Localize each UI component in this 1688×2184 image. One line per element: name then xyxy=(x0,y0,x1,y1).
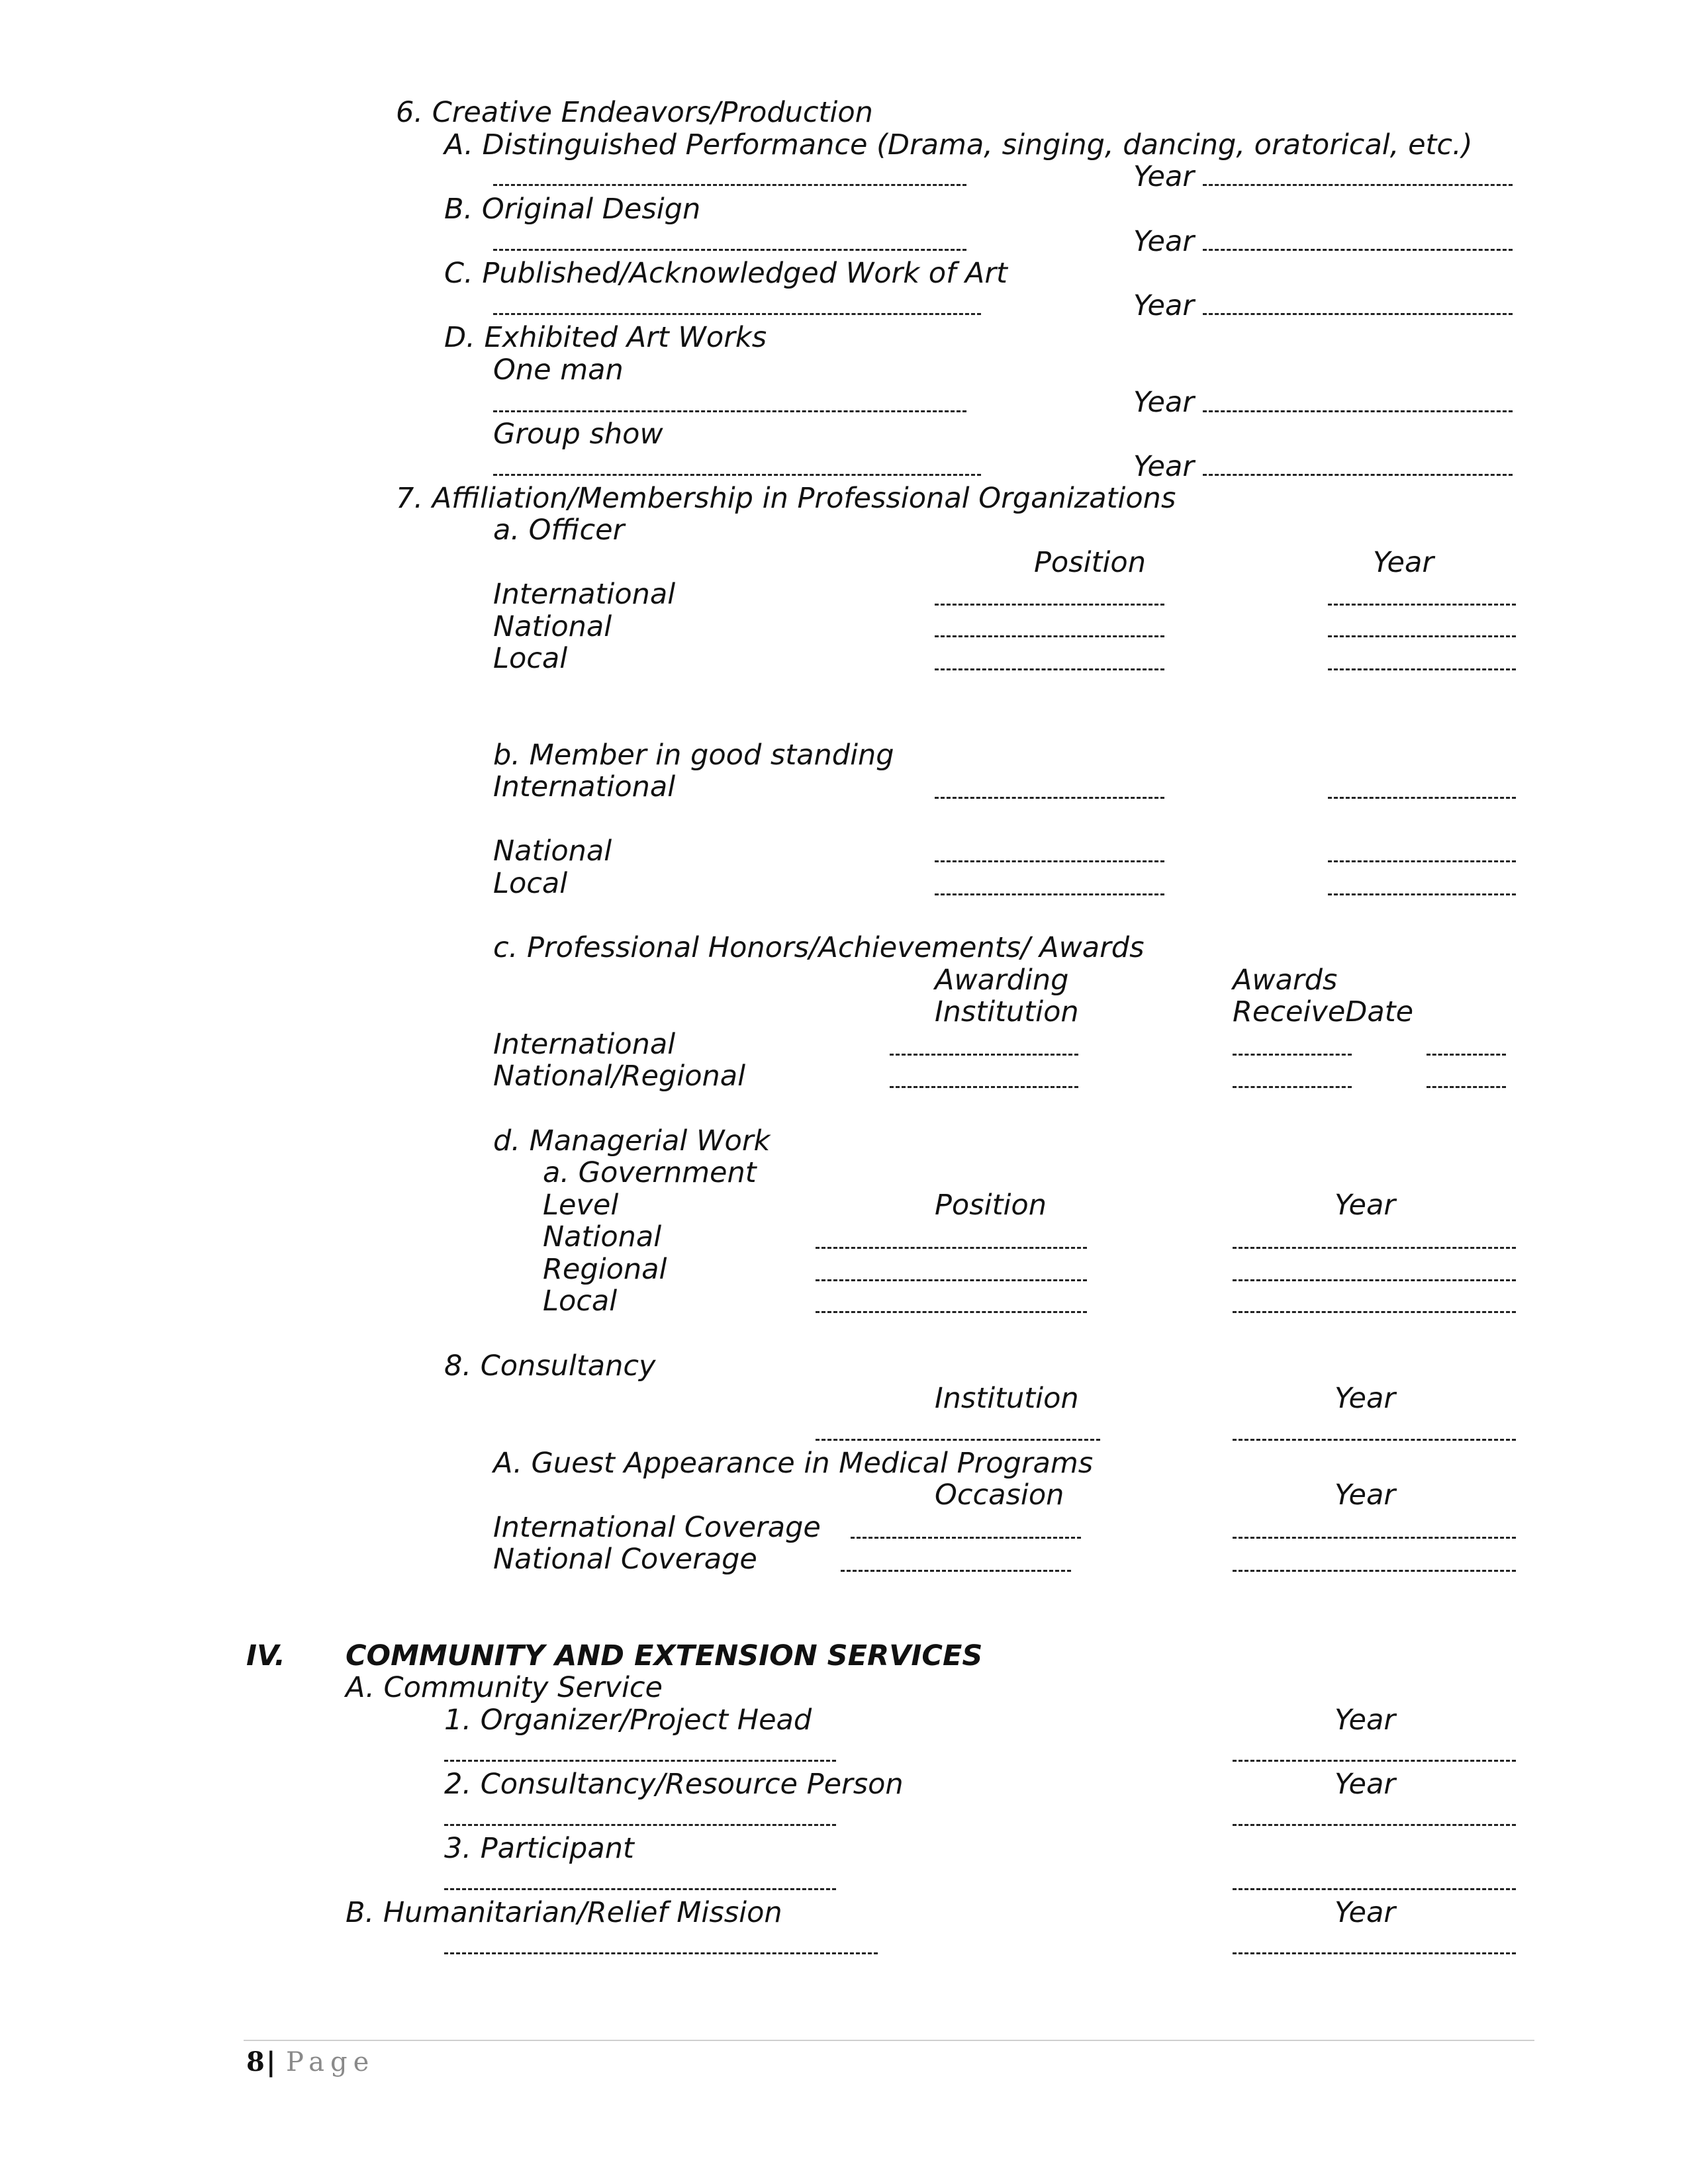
managerial-regional-year-blank[interactable] xyxy=(1233,1279,1516,1281)
participant-year-blank[interactable] xyxy=(1233,1888,1516,1890)
footer-rule xyxy=(244,2040,1534,2041)
natl-coverage-year-blank[interactable] xyxy=(1233,1570,1516,1572)
officer-local-year-blank[interactable] xyxy=(1328,668,1516,670)
item-6b-year-blank[interactable] xyxy=(1203,249,1513,251)
section-iv-roman: IV. xyxy=(246,1639,285,1672)
one-man-year-blank[interactable] xyxy=(1203,410,1513,412)
item-6c-year-blank[interactable] xyxy=(1203,313,1513,315)
item-6a-year-label: Year xyxy=(1133,160,1195,193)
managerial-level-header: Level xyxy=(543,1189,619,1222)
page-label: Page xyxy=(286,2047,375,2077)
item-6b-blank[interactable] xyxy=(493,249,966,251)
consultancy-year-header: Year xyxy=(1335,1382,1396,1415)
one-man-blank[interactable] xyxy=(493,410,966,412)
honors-national-institution-blank[interactable] xyxy=(890,1086,1078,1088)
member-national-label: National xyxy=(493,835,612,868)
humanitarian-label: B. Humanitarian/Relief Mission xyxy=(346,1896,782,1929)
consultancy-resource-year-blank[interactable] xyxy=(1233,1824,1516,1826)
managerial-regional-label: Regional xyxy=(543,1253,667,1286)
item-6c-label: C. Published/Acknowledged Work of Art xyxy=(444,257,1008,290)
officer-local-label: Local xyxy=(493,642,568,675)
humanitarian-year-blank[interactable] xyxy=(1233,1952,1516,1954)
section-7-heading: 7. Affiliation/Membership in Professional Organizations xyxy=(396,482,1176,515)
member-local-label: Local xyxy=(493,867,568,900)
organizer-year-header: Year xyxy=(1335,1704,1396,1737)
consultancy-institution-header: Institution xyxy=(935,1382,1079,1415)
group-show-blank[interactable] xyxy=(493,474,981,476)
group-show-year-blank[interactable] xyxy=(1203,474,1513,476)
managerial-regional-position-blank[interactable] xyxy=(816,1279,1087,1281)
item-6c-blank[interactable] xyxy=(493,313,981,315)
honors-international-label: International xyxy=(493,1028,676,1061)
officer-national-label: National xyxy=(493,610,612,643)
member-good-standing-label: b. Member in good standing xyxy=(493,739,894,772)
natl-coverage-occasion-blank[interactable] xyxy=(841,1570,1071,1572)
section-iv-title: COMMUNITY AND EXTENSION SERVICES xyxy=(346,1639,983,1672)
intl-coverage-occasion-blank[interactable] xyxy=(851,1537,1081,1539)
organizer-year-blank[interactable] xyxy=(1233,1760,1516,1762)
item-6a-year-blank[interactable] xyxy=(1203,184,1513,186)
guest-occasion-header: Occasion xyxy=(935,1479,1064,1512)
managerial-year-header: Year xyxy=(1335,1189,1396,1222)
community-service-label: A. Community Service xyxy=(346,1671,663,1704)
honors-international-date-blank[interactable] xyxy=(1427,1054,1506,1056)
honors-national-date-blank[interactable] xyxy=(1427,1086,1506,1088)
member-international-position-blank[interactable] xyxy=(935,797,1164,799)
guest-year-header: Year xyxy=(1335,1479,1396,1512)
officer-international-position-blank[interactable] xyxy=(935,604,1164,606)
guest-appearance-label: A. Guest Appearance in Medical Programs xyxy=(493,1447,1094,1480)
organizer-label: 1. Organizer/Project Head xyxy=(444,1704,812,1737)
officer-international-year-blank[interactable] xyxy=(1328,604,1516,606)
item-6c-year-label: Year xyxy=(1133,289,1195,322)
natl-coverage-label: National Coverage xyxy=(493,1543,757,1576)
honors-label: c. Professional Honors/Achievements/ Awards xyxy=(493,931,1145,964)
managerial-work-label: d. Managerial Work xyxy=(493,1124,771,1158)
honors-national-awards-blank[interactable] xyxy=(1233,1086,1352,1088)
member-national-year-blank[interactable] xyxy=(1328,860,1516,862)
intl-coverage-label: International Coverage xyxy=(493,1511,821,1544)
managerial-local-position-blank[interactable] xyxy=(816,1311,1087,1313)
officer-position-header: Position xyxy=(1034,546,1146,579)
honors-awards-header: Awards xyxy=(1233,964,1338,997)
officer-year-header: Year xyxy=(1373,546,1434,579)
page-number: 8 xyxy=(246,2046,265,2077)
page-separator: | xyxy=(266,2046,276,2077)
consultancy-institution-blank[interactable] xyxy=(816,1439,1100,1441)
item-6a-blank[interactable] xyxy=(493,184,966,186)
officer-national-position-blank[interactable] xyxy=(935,635,1164,637)
managerial-national-position-blank[interactable] xyxy=(816,1247,1087,1249)
officer-national-year-blank[interactable] xyxy=(1328,635,1516,637)
consultancy-resource-blank[interactable] xyxy=(444,1824,836,1826)
item-6b-year-label: Year xyxy=(1133,225,1195,258)
managerial-national-label: National xyxy=(543,1220,662,1253)
consultancy-resource-year-header: Year xyxy=(1335,1768,1396,1801)
group-show-label: Group show xyxy=(493,418,663,451)
government-label: a. Government xyxy=(543,1156,757,1189)
honors-international-awards-blank[interactable] xyxy=(1233,1054,1352,1056)
participant-label: 3. Participant xyxy=(444,1832,634,1865)
organizer-blank[interactable] xyxy=(444,1760,836,1762)
honors-international-institution-blank[interactable] xyxy=(890,1054,1078,1056)
intl-coverage-year-blank[interactable] xyxy=(1233,1537,1516,1539)
member-local-position-blank[interactable] xyxy=(935,893,1164,895)
humanitarian-year-header: Year xyxy=(1335,1896,1396,1929)
section-8-heading: 8. Consultancy xyxy=(444,1349,656,1383)
honors-national-regional-label: National/Regional xyxy=(493,1060,746,1093)
one-man-year-label: Year xyxy=(1133,386,1195,419)
consultancy-year-blank[interactable] xyxy=(1233,1439,1516,1441)
participant-blank[interactable] xyxy=(444,1888,836,1890)
item-6b-label: B. Original Design xyxy=(444,193,701,226)
member-local-year-blank[interactable] xyxy=(1328,893,1516,895)
officer-label: a. Officer xyxy=(493,514,625,547)
managerial-local-year-blank[interactable] xyxy=(1233,1311,1516,1313)
honors-institution-header: Institution xyxy=(935,995,1079,1028)
humanitarian-blank[interactable] xyxy=(444,1952,878,1954)
officer-local-position-blank[interactable] xyxy=(935,668,1164,670)
managerial-national-year-blank[interactable] xyxy=(1233,1247,1516,1249)
one-man-label: One man xyxy=(493,353,624,387)
section-6-heading: 6. Creative Endeavors/Production xyxy=(396,96,873,129)
managerial-position-header: Position xyxy=(935,1189,1047,1222)
member-national-position-blank[interactable] xyxy=(935,860,1164,862)
officer-international-label: International xyxy=(493,578,676,611)
item-6d-label: D. Exhibited Art Works xyxy=(444,321,767,354)
honors-awarding-header: Awarding xyxy=(935,964,1069,997)
member-international-year-blank[interactable] xyxy=(1328,797,1516,799)
consultancy-resource-label: 2. Consultancy/Resource Person xyxy=(444,1768,904,1801)
item-6a-label: A. Distinguished Performance (Drama, singing, dancing, oratorical, etc.) xyxy=(444,128,1473,161)
group-show-year-label: Year xyxy=(1133,450,1195,483)
honors-receive-date-header: ReceiveDate xyxy=(1233,995,1414,1028)
member-international-label: International xyxy=(493,770,676,803)
managerial-local-label: Local xyxy=(543,1285,618,1318)
